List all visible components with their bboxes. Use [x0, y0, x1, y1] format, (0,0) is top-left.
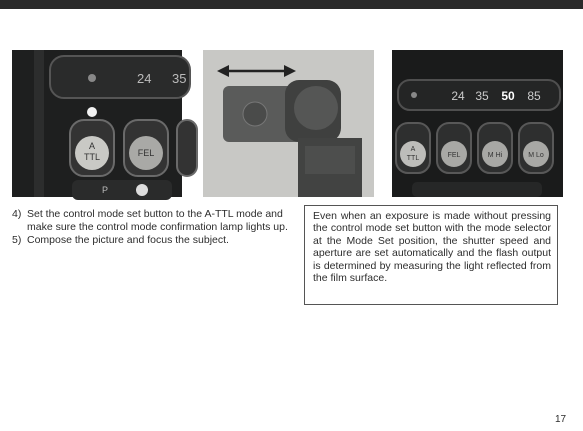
page-number: 17	[555, 414, 567, 425]
attl-button-top: A	[88, 141, 96, 151]
instruction-step	[12, 234, 292, 247]
svg-text:M Hi: M Hi	[487, 152, 503, 159]
attl-button	[396, 123, 430, 173]
partial-button-label: P	[102, 185, 109, 195]
step-text: Compose the picture and focus the subject.	[27, 234, 229, 246]
note-box	[304, 205, 558, 305]
scale-24-label: 24	[137, 71, 152, 86]
svg-text:A: A	[410, 146, 416, 153]
attl-button-bottom: TTL	[83, 152, 101, 162]
step-number: 5)	[12, 234, 22, 246]
scale-value-selected: 50	[501, 89, 515, 103]
scale-35-label: 35	[172, 71, 187, 86]
confirmation-lamp	[87, 107, 97, 117]
instruction-step	[12, 208, 292, 233]
fel-button-label: FEL	[137, 148, 155, 158]
note-text: Even when an exposure is made without pressing the control mode set button with the mode selector at the Mode Set position, the shutter speed and aperture are set automatically and the flash output is determined by measuring the light reflected from the film surface.	[313, 210, 551, 285]
scale-value: 35	[475, 89, 489, 103]
instruction-steps	[12, 208, 292, 248]
svg-text:TTL: TTL	[406, 155, 420, 162]
photo-flash-head	[203, 50, 374, 197]
scale-value: 85	[527, 89, 541, 103]
step-number: 4)	[12, 208, 22, 220]
manual-hi-button	[478, 123, 512, 173]
photo-control-buttons	[12, 50, 187, 197]
scale-value: 24	[451, 89, 465, 103]
top-rule	[0, 0, 583, 9]
fel-button	[437, 123, 471, 173]
svg-text:M Lo: M Lo	[528, 152, 544, 159]
svg-text:FEL: FEL	[447, 152, 461, 159]
step-text: Set the control mode set button to the A-TTL mode and make sure the control mode confirmation lamp lights up.	[27, 208, 288, 233]
manual-lo-button	[519, 123, 553, 173]
photo-zoom-scale-buttons	[392, 50, 563, 197]
